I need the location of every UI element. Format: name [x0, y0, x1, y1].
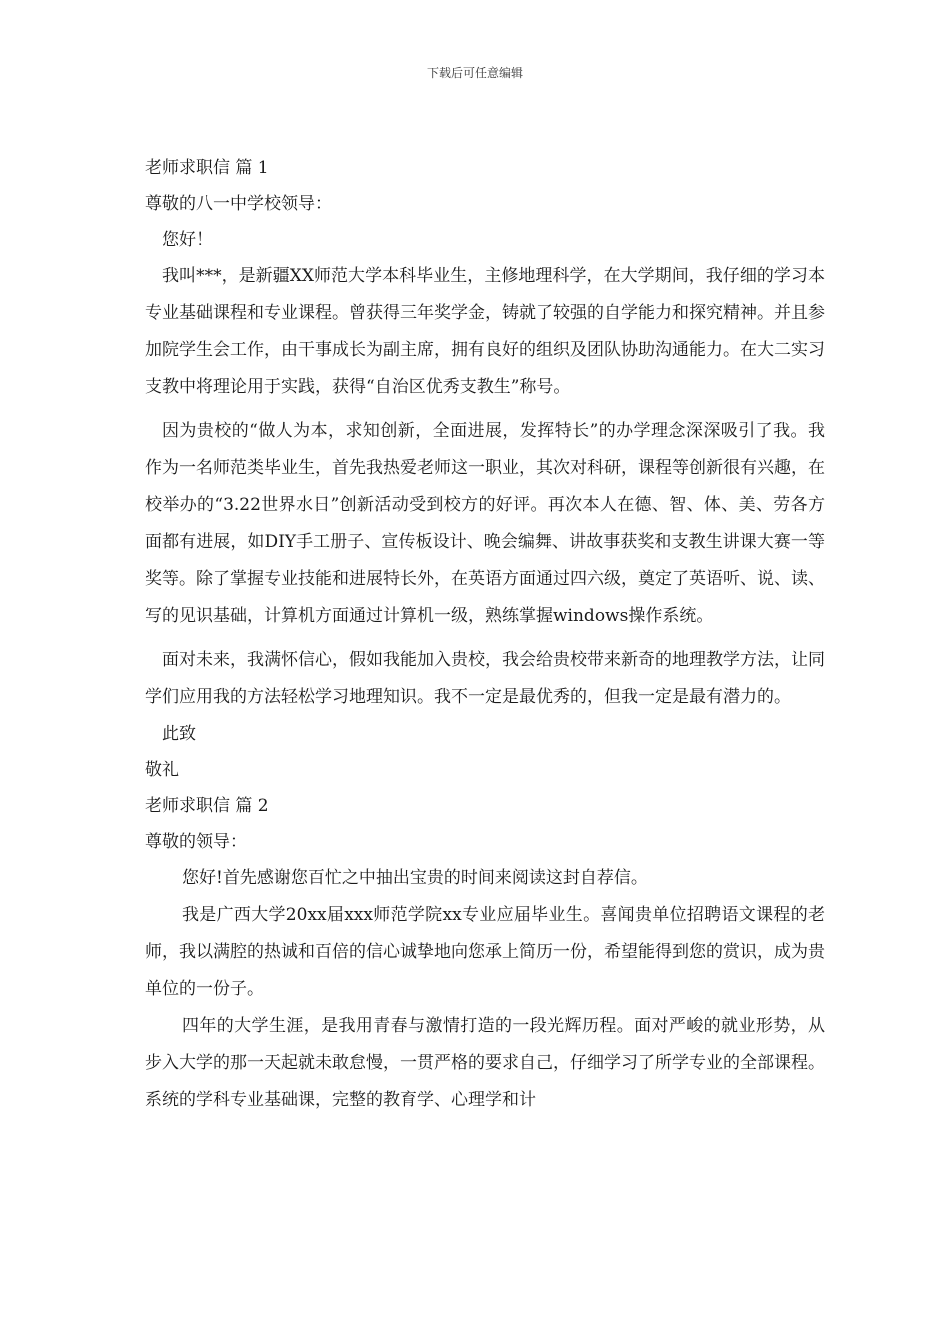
letter-1-greeting: 您好！: [162, 230, 213, 250]
letter-1-paragraph: 我叫***，是新疆XX师范大学本科毕业生，主修地理科学，在大学期间，我仔细的学习本专业基础课程和专业课程。曾获得三年奖学金，铸就了较强的自学能力和探究精神。并且参加院学生会工作，由干事成长为副主席，拥有良好的组织及团队协助沟通能力。在大二实习支教中将理论用于实践，获得“自治区优秀支教生”称号。: [145, 266, 825, 397]
letter-2-paragraph: 您好!首先感谢您百忙之中抽出宝贵的时间来阅读这封自荐信。: [182, 868, 648, 888]
letter-1-title: 老师求职信 篇 1: [145, 158, 269, 178]
letter-2-paragraph: 我是广西大学20xx届xxx师范学院xx专业应届毕业生。喜闻贵单位招聘语文课程的老师，我以满腔的热诚和百倍的信心诚挚地向您承上简历一份，希望能得到您的赏识，成为贵单位的一份子。: [145, 905, 825, 999]
letter-1-paragraph: 面对未来，我满怀信心，假如我能加入贵校，我会给贵校带来新奇的地理教学方法，让同学们应用我的方法轻松学习地理知识。我不一定是最优秀的，但我一定是最有潜力的。: [145, 650, 825, 707]
letter-2-salutation: 尊敬的领导：: [145, 832, 247, 852]
document-body: [145, 150, 825, 1119]
page-header: 下载后可任意编辑: [426, 66, 523, 80]
letter-2-title: 老师求职信 篇 2: [145, 796, 269, 816]
letter-1-paragraph: 因为贵校的“做人为本，求知创新，全面进展，发挥特长”的办学理念深深吸引了我。我作为一名师范类毕业生，首先我热爱老师这一职业，其次对科研，课程等创新很有兴趣，在校举办的“3.22世界水日”创新活动受到校方的好评。再次本人在德、智、体、美、劳各方面都有进展，如DIY手工册子、宣传板设计、晚会编舞、讲故事获奖和支教生讲课大赛一等奖等。除了掌握专业技能和进展特长外，在英语方面通过四六级，奠定了英语听、说、读、写的见识基础，计算机方面通过计算机一级，熟练掌握windows操作系统。: [145, 421, 825, 626]
letter-1-closing: 此致: [162, 724, 196, 744]
letter-1-salutation: 尊敬的八一中学校领导：: [145, 194, 332, 214]
letter-2-paragraph: 四年的大学生涯，是我用青春与激情打造的一段光辉历程。面对严峻的就业形势，从步入大学的那一天起就未敢怠慢，一贯严格的要求自己，仔细学习了所学专业的全部课程。系统的学科专业基础课，完整的教育学、心理学和计: [145, 1016, 825, 1110]
letter-1-regards: 敬礼: [145, 760, 179, 780]
